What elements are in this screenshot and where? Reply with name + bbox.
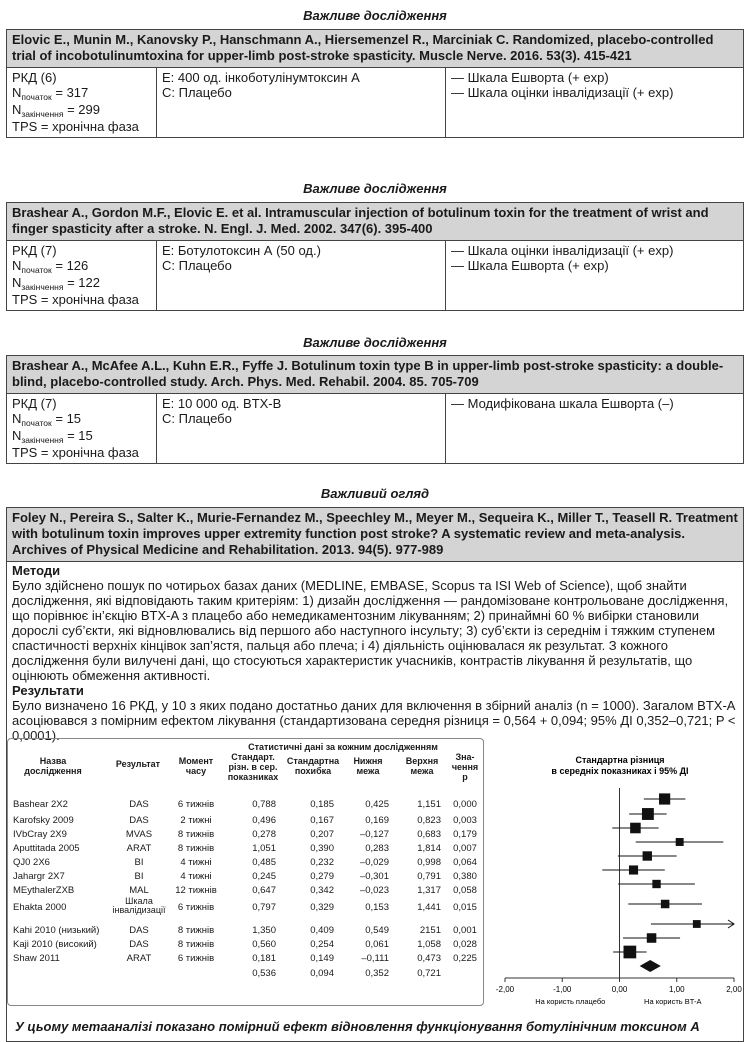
study-citation: Brashear A., Gordon M.F., Elovic E. et al. Intramuscular injection of botulinum toxin for the treatment of wrist and finger spasticity after a stroke. N. Engl. J. Med. 2002. 347(6). 395-400 <box>7 203 743 241</box>
stats-cell-outcome: DAS <box>129 799 149 810</box>
stats-cell-p: 0,000 <box>453 799 477 810</box>
point-estimate <box>642 808 654 820</box>
point-estimate <box>676 838 684 846</box>
stats-cell-name: Kahi 2010 (низький) <box>13 925 100 936</box>
stats-cell-lower: –0,301 <box>359 871 389 882</box>
pooled-cell-se: 0,094 <box>310 968 334 979</box>
pooled-cell-lower: 0,352 <box>365 968 389 979</box>
arm-e: Е: 400 од. інкоботулінумтоксин А <box>162 70 360 85</box>
section-title-review: Важливий огляд <box>320 486 430 501</box>
stats-cell-se: 0,149 <box>310 953 334 964</box>
stats-cell-smd: 0,797 <box>252 902 276 913</box>
study-outcomes-cell <box>446 394 743 463</box>
favours-placebo-label: На користь плацебо <box>535 997 606 1006</box>
section-title-1: Важливе дослідження <box>303 8 447 23</box>
stats-cell-outcome: BI <box>134 857 144 868</box>
n-end: $N_{закінчення} = 15$ <box>12 428 93 445</box>
stats-cell-time: 4 тижні <box>180 857 212 868</box>
stats-cell-name: MEythalerZXB <box>13 885 75 896</box>
plot-header-line2: в середніх показниках і 95% ДІ <box>551 766 689 776</box>
stats-cell-upper: 2151 <box>419 925 441 936</box>
col-header-lower: Нижня межа <box>353 756 383 776</box>
stats-cell-p: 0,179 <box>453 829 477 840</box>
stats-cell-se: 0,342 <box>310 885 334 896</box>
stats-cell-time: 6 тижнів <box>177 953 215 964</box>
point-estimate <box>693 920 701 928</box>
stats-cell-outcome: DAS <box>129 939 149 950</box>
stats-cell-se: 0,409 <box>310 925 334 936</box>
study-box-2 <box>6 202 744 311</box>
stats-cell-p: 0,380 <box>453 871 477 882</box>
stats-cell-time: 4 тижні <box>180 871 212 882</box>
stats-cell-name: Aputtitada 2005 <box>13 843 80 854</box>
study-outcomes-cell <box>446 68 743 137</box>
col-header-se: Стандартна похибка <box>286 756 340 776</box>
section-title-3: Важливе дослідження <box>303 335 447 350</box>
stats-cell-lower: 0,425 <box>365 799 389 810</box>
col-header-time: Момент часу <box>178 756 214 776</box>
stats-cell-lower: 0,061 <box>365 939 389 950</box>
stats-cell-name: Kaji 2010 (високий) <box>13 939 97 950</box>
stats-cell-se: 0,329 <box>310 902 334 913</box>
study-citation: Elovic E., Munin M., Kanovsky P., Hanschmann A., Hiersemenzel R., Marciniak C. Randomized, placebo-controlled trial of incobotulinumtoxina for upper-limb post-stroke spasticity. Muscle Nerve. 2016. 53(3). 415-421 <box>7 30 743 68</box>
design: РКД (7) <box>12 396 57 411</box>
point-estimate <box>647 933 657 943</box>
outcome: — Шкала оцінки інвалідизації (+ exp) <box>451 243 674 258</box>
n-end: $N_{закінчення} = 122$ <box>12 275 100 292</box>
point-estimate <box>659 793 670 804</box>
stats-cell-smd: 0,560 <box>252 939 276 950</box>
pooled-cell-smd: 0,536 <box>252 968 276 979</box>
stats-cell-p: 0,225 <box>453 953 477 964</box>
study-box-1 <box>6 29 744 138</box>
stats-table <box>7 738 484 1006</box>
n-start: $N_{початок} = 126$ <box>12 258 89 275</box>
stats-cell-upper: 1,317 <box>417 885 441 896</box>
design: РКД (7) <box>12 243 57 258</box>
stats-cell-name: IVbCray 2X9 <box>13 829 67 840</box>
stats-cell-smd: 0,788 <box>252 799 276 810</box>
stats-cell-lower: 0,169 <box>365 815 389 826</box>
stats-cell-lower: 0,549 <box>365 925 389 936</box>
stats-cell-lower: 0,153 <box>365 902 389 913</box>
conclusion: У цьому метааналізі показано помірний ефект відновлення функціонування ботулінічним токсином А <box>6 1016 744 1042</box>
stats-cell-name: QJ0 2X6 <box>13 857 50 868</box>
x-tick-label: 1,00 <box>668 985 685 994</box>
col-header-p: Зна- чення р <box>451 752 479 782</box>
study-box-3 <box>6 355 744 464</box>
study-arms-cell <box>157 241 446 310</box>
review-box <box>6 507 744 747</box>
x-tick-label: 2,00 <box>726 985 742 994</box>
stats-cell-lower: –0,111 <box>361 953 389 964</box>
study-design-cell <box>7 394 157 463</box>
stats-cell-se: 0,254 <box>310 939 334 950</box>
outcome: — Шкала Ешворта (+ exp) <box>451 70 609 85</box>
stats-cell-upper: 0,791 <box>417 871 441 882</box>
stats-cell-time: 6 тижнів <box>177 902 215 913</box>
outcome: — Модифікована шкала Ешворта (–) <box>451 396 674 411</box>
x-tick-label: -1,00 <box>553 985 572 994</box>
stats-cell-se: 0,185 <box>310 799 334 810</box>
stats-cell-outcome: ARAT <box>126 953 152 964</box>
n-end: $N_{закінчення} = 299$ <box>12 102 100 119</box>
plot-header-line1: Стандартна різниця <box>575 755 665 765</box>
stats-cell-outcome: ARAT <box>126 843 152 854</box>
point-estimate <box>630 823 641 834</box>
stats-cell-time: 2 тижні <box>180 815 212 826</box>
point-estimate <box>624 946 637 959</box>
stats-cell-se: 0,232 <box>310 857 334 868</box>
stats-cell-p: 0,003 <box>453 815 477 826</box>
col-header-upper: Верхня межа <box>405 756 439 776</box>
stats-cell-se: 0,167 <box>310 815 334 826</box>
stats-cell-smd: 0,647 <box>252 885 276 896</box>
stats-cell-lower: –0,127 <box>359 829 389 840</box>
stats-cell-smd: 0,181 <box>252 953 276 964</box>
stats-cell-upper: 0,823 <box>417 815 441 826</box>
stats-cell-upper: 0,473 <box>417 953 441 964</box>
n-start: $N_{початок} = 15$ <box>12 411 82 428</box>
design: РКД (6) <box>12 70 57 85</box>
favours-bta-label: На користь BT-A <box>644 997 702 1006</box>
outcome: — Шкала Ешворта (+ exp) <box>451 258 609 273</box>
review-citation: Foley N., Pereira S., Salter K., Murie-Fernandez M., Speechley M., Meyer M., Sequeira K., Miller T., Teasell R. Treatment with botulinum toxin improves upper extremity function post stroke? A systematic review and meta-analysis. Archives of Physical Medicine and Rehabilitation. 2013. 94(5). 977-989 <box>7 508 743 562</box>
tps: TPS = хронічна фаза <box>12 119 139 134</box>
stats-cell-lower: 0,283 <box>365 843 389 854</box>
n-start: $N_{початок} = 317$ <box>12 85 89 102</box>
stats-cell-upper: 1,151 <box>417 799 441 810</box>
stats-cell-name: Karofsky 2009 <box>13 815 74 826</box>
study-design-cell <box>7 68 157 137</box>
forest-plot <box>492 733 742 1016</box>
arm-c: С: Плацебо <box>162 411 232 426</box>
stats-cell-time: 8 тижнів <box>177 939 215 950</box>
stats-cell-outcome: MVAS <box>125 829 153 840</box>
arm-e: Е: 10 000 од. BTX-B <box>162 396 282 411</box>
stats-cell-time: 8 тижнів <box>177 843 215 854</box>
results-text: Було визначено 16 РКД, у 10 з яких подано достатньо даних для включення в збірний аналіз (n = 1000). Загалом BTX-A асоціювався з помірним ефектом лікування (стандартизована середня різниця = 0,564 + 0,094; 95% ДІ 0,352–0,721; P < 0,0001). <box>12 698 736 743</box>
stats-cell-upper: 1,441 <box>417 902 441 913</box>
stats-cell-smd: 0,496 <box>252 815 276 826</box>
methods-heading: Методи <box>12 563 61 578</box>
stats-cell-outcome: BI <box>134 871 144 882</box>
stats-cell-p: 0,064 <box>453 857 477 868</box>
stats-cell-smd: 0,245 <box>252 871 276 882</box>
study-outcomes-cell <box>446 241 743 310</box>
stats-cell-outcome: Шкала інвалідизації <box>112 896 166 915</box>
arm-c: С: Плацебо <box>162 85 232 100</box>
stats-cell-smd: 0,278 <box>252 829 276 840</box>
stats-cell-time: 8 тижнів <box>177 925 215 936</box>
stats-cell-upper: 0,998 <box>417 857 441 868</box>
study-citation: Brashear A., McAfee A.L., Kuhn E.R., Fyffe J. Botulinum toxin type B in upper-limb post-stroke spasticity: a double-blind, placebo-controlled study. Arch. Phys. Med. Rehabil. 2004. 85. 705-709 <box>7 356 743 394</box>
stats-cell-name: Ehakta 2000 <box>13 902 67 913</box>
stats-cell-name: Jahargr 2X7 <box>13 871 65 882</box>
methods-text: Було здійснено пошук по чотирьох базах даних (MEDLINE, EMBASE, Scopus та ISI Web of Science), щоб знайти дослідження, які відповідають таким критеріям: 1) дизайн дослідження — рандомізоване контрольоване дослідження, що порівнює ін’єкцію BTX-A з плацебо або немедикаментозним лікуванням; 2) принаймні 60 % вибірки становили дорослі суб’єкти, які відновлювались від першого або наступного інсульту; 3) суб’єкти із середнім і тяжким ступенем спастичності верхніх кінцівок зап’ястя, пальця або плеча; і 4) діяльність оцінювалася як результат. З кожного дослідження були вилучені дані, що стосуються характеристик учасників, контрастів лікування й результатів, що оцінюють обмеження активності. <box>12 578 729 683</box>
stats-cell-upper: 1,814 <box>417 843 441 854</box>
point-estimate <box>629 865 638 874</box>
study-arms-cell <box>157 68 446 137</box>
results-heading: Результати <box>12 683 84 698</box>
x-tick-label: 0,00 <box>611 985 628 994</box>
stats-cell-se: 0,207 <box>310 829 334 840</box>
stats-cell-p: 0,001 <box>453 925 477 936</box>
stats-cell-upper: 0,683 <box>417 829 441 840</box>
col-header-name: Назва дослідження <box>24 756 82 776</box>
tps: TPS = хронічна фаза <box>12 292 139 307</box>
point-estimate <box>643 851 652 860</box>
stats-cell-name: Shaw 2011 <box>13 953 60 964</box>
point-estimate <box>661 900 669 908</box>
stats-cell-p: 0,015 <box>453 902 477 913</box>
stats-cell-upper: 1,058 <box>417 939 441 950</box>
stats-cell-time: 8 тижнів <box>177 829 215 840</box>
stats-header: Статистичні дані за кожним дослідженням <box>248 742 438 752</box>
tps: TPS = хронічна фаза <box>12 445 139 460</box>
stats-cell-time: 12 тижнів <box>175 885 217 896</box>
stats-cell-smd: 1,051 <box>252 843 276 854</box>
study-arms-cell <box>157 394 446 463</box>
pooled-cell-upper: 0,721 <box>417 968 441 979</box>
stats-cell-outcome: MAL <box>129 885 149 896</box>
stats-cell-smd: 0,485 <box>252 857 276 868</box>
col-header-smd: Стандарт. різн. в сер. показниках <box>227 752 279 782</box>
study-design-cell <box>7 241 157 310</box>
stats-cell-time: 6 тижнів <box>177 799 215 810</box>
stats-cell-p: 0,028 <box>453 939 477 950</box>
forest-plot-panel <box>6 733 744 1016</box>
stats-cell-p: 0,007 <box>453 843 477 854</box>
stats-cell-lower: –0,023 <box>359 885 389 896</box>
stats-cell-outcome: DAS <box>129 925 149 936</box>
section-title-2: Важливе дослідження <box>303 181 447 196</box>
arm-e: Е: Ботулотоксин А (50 од.) <box>162 243 321 258</box>
stats-cell-se: 0,279 <box>310 871 334 882</box>
stats-cell-name: Bashear 2X2 <box>13 799 68 810</box>
stats-cell-se: 0,390 <box>310 843 334 854</box>
arm-c: С: Плацебо <box>162 258 232 273</box>
stats-cell-smd: 1,350 <box>252 925 276 936</box>
x-tick-label: -2,00 <box>495 985 515 994</box>
pooled-diamond <box>640 960 661 972</box>
stats-cell-p: 0,058 <box>453 885 477 896</box>
stats-cell-lower: –0,029 <box>359 857 389 868</box>
col-header-outcome: Результат <box>115 759 161 769</box>
outcome: — Шкала оцінки інвалідизації (+ exp) <box>451 85 674 100</box>
stats-cell-outcome: DAS <box>129 815 149 826</box>
point-estimate <box>652 880 660 888</box>
